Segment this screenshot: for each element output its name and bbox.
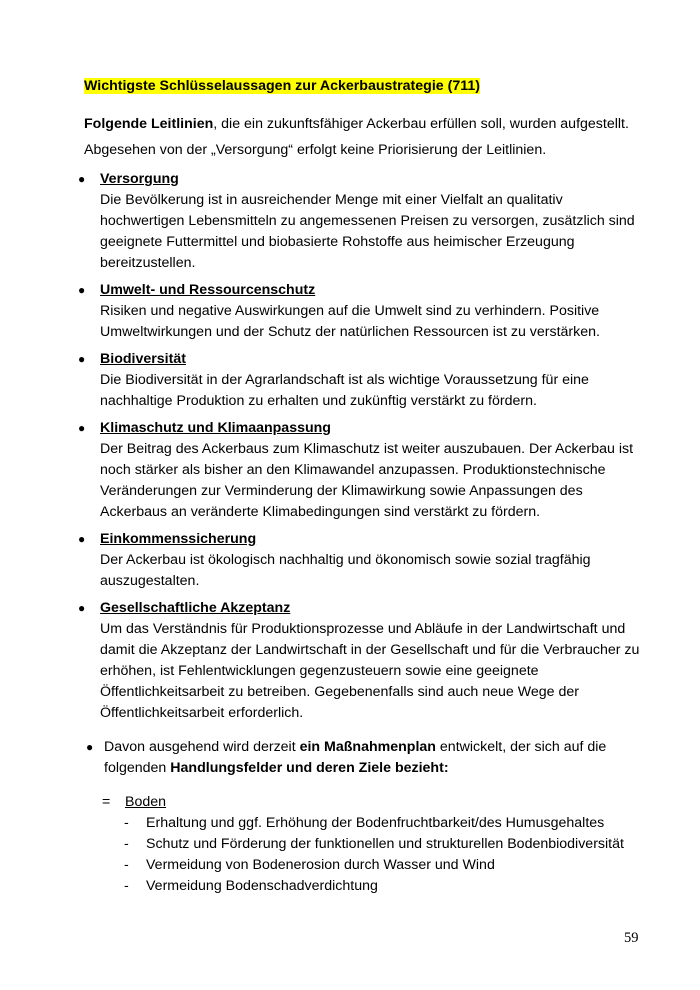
list-item-description: Der Beitrag des Ackerbaus zum Klimaschutz ist weiter auszubauen. Der Ackerbau ist noch stärker als bisher an den Klimawandel anzupassen. Produktionstechnische Veränderungen zur Verminderung der Klimawirkung sowie Anpassungen des Ackerbaus an veränderte Klimabedingungen sind verstärkt zu fördern.: [100, 441, 634, 520]
bullet-icon: ●: [78, 352, 86, 366]
bullet-icon: ●: [78, 601, 86, 615]
boden-label: Boden: [125, 794, 167, 810]
massnahmen-paragraph: [86, 737, 646, 779]
sub-list-item: [124, 855, 644, 876]
sub-list-item-text: Vermeidung Bodenschadverdichtung: [146, 878, 378, 894]
list-item-description: Risiken und negative Auswirkungen auf die Umwelt sind zu verhindern. Positive Umweltwirkungen und der Schutz der natürlichen Ressourcen ist zu verstärken.: [100, 303, 600, 340]
massnahmen-bold-fields: Handlungsfelder und deren Ziele bezieht:: [170, 760, 449, 776]
boden-subitems: [124, 813, 644, 897]
sub-list-item-text: Vermeidung von Bodenerosion durch Wasser und Wind: [146, 857, 495, 873]
list-item: [78, 598, 648, 724]
list-item-description: Die Bevölkerung ist in ausreichender Menge mit einer Vielfalt an qualitativ hochwertigen Lebensmitteln zu angemessenen Preisen zu versorgen, zusätzlich sind geeignete Futtermittel und biobasierte Rohstoffe aus heimischer Erzeugung bereitzustellen.: [100, 192, 635, 271]
massnahmen-bold-plan: ein Maßnahmenplan: [299, 739, 436, 755]
list-item: [78, 529, 648, 592]
intro-bold-term: Folgende Leitlinien: [84, 116, 214, 132]
list-item-description: Der Ackerbau ist ökologisch nachhaltig und ökonomisch sowie sozial tragfähig auszugestalten.: [100, 552, 591, 589]
dash-marker: -: [124, 815, 129, 831]
massnahmen-text: [86, 737, 646, 779]
leitlinien-list: [78, 169, 648, 730]
section-heading: [84, 76, 480, 97]
bullet-icon: ●: [78, 532, 86, 546]
massnahmen-part-3: entwickelt, der sich auf die folgenden: [104, 739, 607, 776]
highlighted-heading-text: Wichtigste Schlüsselaussagen zur Ackerbaustrategie (711): [84, 78, 480, 94]
dash-marker: -: [124, 857, 129, 873]
list-item-title: Umwelt- und Ressourcenschutz: [100, 282, 316, 298]
intro-line-1: [84, 114, 664, 135]
sub-list-item: [124, 813, 644, 834]
list-item-title: Einkommenssicherung: [100, 531, 257, 547]
list-item: [78, 280, 648, 343]
bullet-icon: ●: [78, 421, 86, 435]
list-item-title: Gesellschaftliche Akzeptanz: [100, 600, 291, 616]
list-item-description: Um das Verständnis für Produktionsprozesse und Abläufe in der Landwirtschaft und damit die Akzeptanz der Landwirtschaft in der Gesellschaft und für die Verbraucher zu erhöhen, ist Fehlentwicklungen gegenzusteuern sowie eine geeignete Öffentlichkeitsarbeit zu betreiben. Gegebenenfalls sind auch neue Wege der Öffentlichkeitsarbeit erforderlich.: [100, 621, 640, 721]
dash-marker: -: [124, 836, 129, 852]
sub-list-item-text: Erhaltung und ggf. Erhöhung der Bodenfruchtbarkeit/des Humusgehaltes: [146, 815, 605, 831]
bullet-icon: ●: [78, 172, 86, 186]
sub-list-item: [124, 876, 644, 897]
massnahmen-part-1: Davon ausgehend wird derzeit: [104, 739, 300, 755]
intro-line-1-rest: , die ein zukunftsfähiger Ackerbau erfüllen soll, wurden aufgestellt.: [213, 116, 629, 132]
list-item-title: Klimaschutz und Klimaanpassung: [100, 420, 331, 436]
list-item-title: Versorgung: [100, 171, 179, 187]
equals-marker: =: [102, 794, 111, 810]
intro-line-2: Abgesehen von der „Versorgung“ erfolgt keine Priorisierung der Leitlinien.: [84, 142, 547, 158]
list-item: [78, 349, 648, 412]
sub-list-item-text: Schutz und Förderung der funktionellen und strukturellen Bodenbiodiversität: [146, 836, 624, 852]
list-item: [78, 169, 648, 274]
intro-text: [84, 114, 664, 166]
dash-marker: -: [124, 878, 129, 894]
list-item-description: Die Biodiversität in der Agrarlandschaft ist als wichtige Voraussetzung für eine nachhaltige Produktion zu erhalten und zukünftig verstärkt zu fördern.: [100, 372, 589, 409]
bullet-icon: ●: [78, 283, 86, 297]
page-number: 59: [624, 930, 639, 946]
bullet-icon: ●: [86, 740, 94, 754]
sub-list-item: [124, 834, 644, 855]
list-item-title: Biodiversität: [100, 351, 186, 367]
list-item: [78, 418, 648, 523]
